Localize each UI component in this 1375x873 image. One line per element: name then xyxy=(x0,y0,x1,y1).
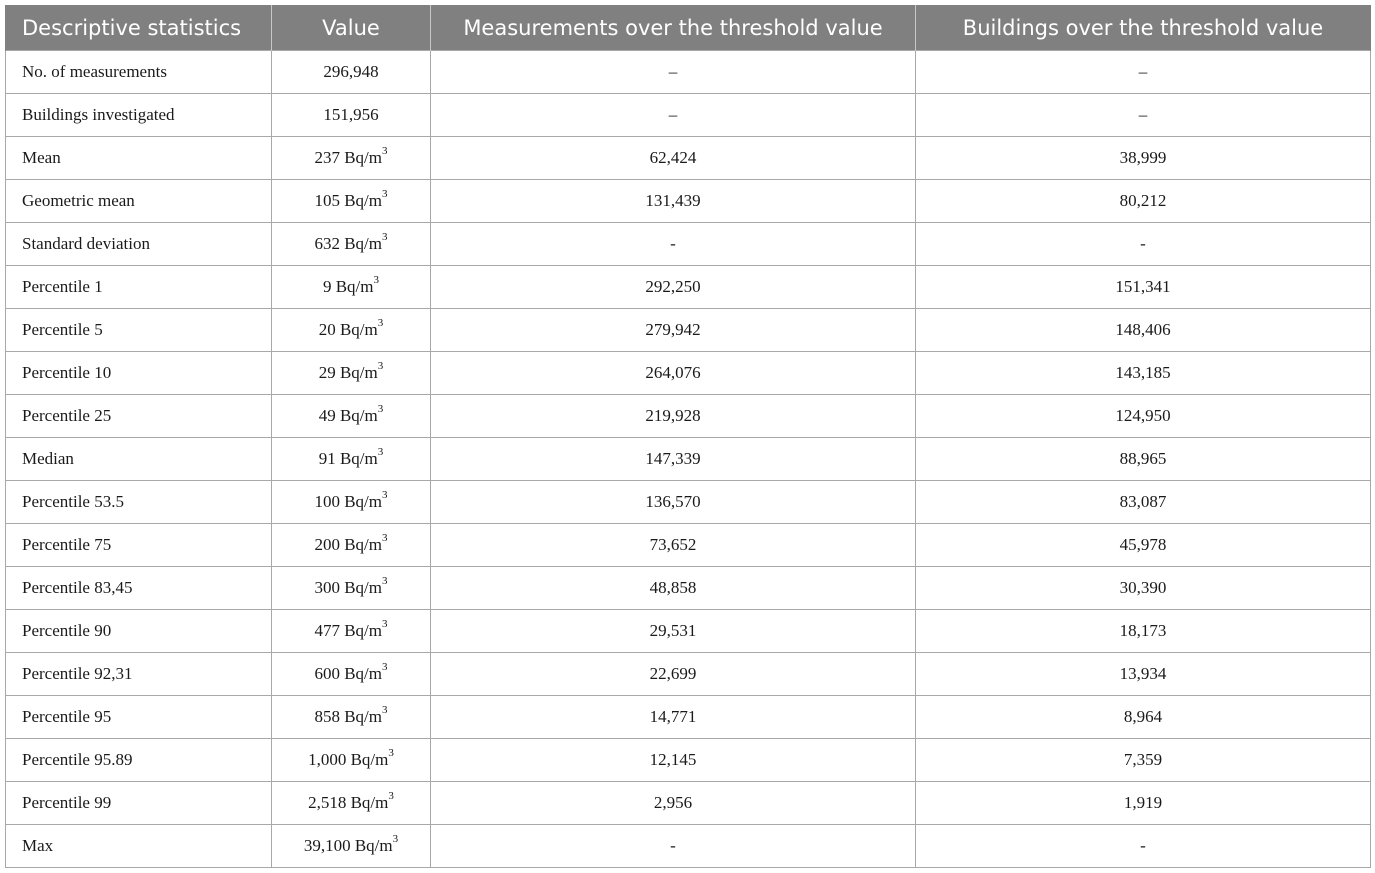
descriptive-statistics-table-container xyxy=(5,5,1370,868)
table-row xyxy=(6,223,1371,266)
value-number: 632 xyxy=(314,234,340,253)
table-row xyxy=(6,567,1371,610)
cell-value xyxy=(272,782,431,825)
table-body xyxy=(6,51,1371,868)
value-number: 49 xyxy=(318,406,336,425)
cell-buildings-over-threshold: 88,965 xyxy=(916,438,1371,481)
header-value: Value xyxy=(272,5,431,51)
table-row xyxy=(6,825,1371,868)
value-number: 20 xyxy=(318,320,336,339)
cell-value xyxy=(272,567,431,610)
cell-measurements-over-threshold: 279,942 xyxy=(431,309,916,352)
cell-buildings-over-threshold: 38,999 xyxy=(916,137,1371,180)
table-row xyxy=(6,610,1371,653)
value-number: 300 xyxy=(314,578,340,597)
value-unit-exponent: 3 xyxy=(377,317,384,330)
value-number: 29 xyxy=(318,363,336,382)
cell-measurements-over-threshold: 29,531 xyxy=(431,610,916,653)
table-row xyxy=(6,653,1371,696)
value-unit-exponent: 3 xyxy=(388,747,394,760)
cell-statistic: Percentile 99 xyxy=(6,782,272,825)
cell-statistic: Standard deviation xyxy=(6,223,272,266)
cell-statistic: Percentile 90 xyxy=(6,610,272,653)
value-unit-exponent: 3 xyxy=(382,704,388,717)
cell-value xyxy=(272,352,431,395)
cell-buildings-over-threshold: 83,087 xyxy=(916,481,1371,524)
value-number: 2,518 xyxy=(308,793,347,812)
value-unit: Bq/m xyxy=(339,406,378,425)
cell-measurements-over-threshold: 73,652 xyxy=(431,524,916,567)
cell-measurements-over-threshold: 292,250 xyxy=(431,266,916,309)
value-unit: Bq/m xyxy=(350,750,389,769)
value-unit: Bq/m xyxy=(344,492,383,511)
value-number: 477 xyxy=(314,621,340,640)
cell-measurements-over-threshold: 219,928 xyxy=(431,395,916,438)
cell-buildings-over-threshold: 148,406 xyxy=(916,309,1371,352)
cell-value xyxy=(272,395,431,438)
table-row xyxy=(6,137,1371,180)
value-number: 9 xyxy=(322,277,332,296)
value-unit-exponent: 3 xyxy=(377,360,384,373)
cell-value xyxy=(272,137,431,180)
cell-value xyxy=(272,653,431,696)
descriptive-statistics-table xyxy=(5,5,1371,868)
cell-statistic: Percentile 95 xyxy=(6,696,272,739)
header-buildings-over-threshold: Buildings over the threshold value xyxy=(916,5,1371,51)
cell-measurements-over-threshold: - xyxy=(431,223,916,266)
value-number: 237 xyxy=(314,148,340,167)
table-row xyxy=(6,739,1371,782)
cell-value xyxy=(272,825,431,868)
value-unit-exponent: 3 xyxy=(382,489,388,502)
cell-statistic: Percentile 95.89 xyxy=(6,739,272,782)
header-measurements-over-threshold: Measurements over the threshold value xyxy=(431,5,916,51)
cell-statistic: No. of measurements xyxy=(6,51,272,94)
value-unit: Bq/m xyxy=(344,578,383,597)
table-header-row xyxy=(6,5,1371,51)
cell-buildings-over-threshold: 13,934 xyxy=(916,653,1371,696)
value-number: 91 xyxy=(318,449,336,468)
cell-statistic: Percentile 75 xyxy=(6,524,272,567)
cell-value xyxy=(272,51,431,94)
cell-measurements-over-threshold: 62,424 xyxy=(431,137,916,180)
cell-measurements-over-threshold: – xyxy=(431,51,916,94)
table-row xyxy=(6,51,1371,94)
cell-measurements-over-threshold: - xyxy=(431,825,916,868)
value-unit-exponent: 3 xyxy=(373,274,380,287)
cell-value xyxy=(272,266,431,309)
table-row xyxy=(6,266,1371,309)
value-unit-exponent: 3 xyxy=(377,446,384,459)
value-number: 200 xyxy=(314,535,340,554)
cell-measurements-over-threshold: 48,858 xyxy=(431,567,916,610)
cell-buildings-over-threshold: - xyxy=(916,223,1371,266)
cell-buildings-over-threshold: – xyxy=(916,51,1371,94)
value-unit: Bq/m xyxy=(344,621,383,640)
value-unit-exponent: 3 xyxy=(382,231,388,244)
cell-statistic: Geometric mean xyxy=(6,180,272,223)
cell-buildings-over-threshold: 30,390 xyxy=(916,567,1371,610)
table-row xyxy=(6,395,1371,438)
value-number: 39,100 xyxy=(303,836,351,855)
cell-value xyxy=(272,696,431,739)
cell-buildings-over-threshold: 18,173 xyxy=(916,610,1371,653)
value-unit: Bq/m xyxy=(344,148,383,167)
cell-value xyxy=(272,481,431,524)
cell-buildings-over-threshold: - xyxy=(916,825,1371,868)
table-row xyxy=(6,524,1371,567)
table-row xyxy=(6,352,1371,395)
value-unit: Bq/m xyxy=(350,793,389,812)
table-row xyxy=(6,782,1371,825)
cell-buildings-over-threshold: 7,359 xyxy=(916,739,1371,782)
cell-buildings-over-threshold: 1,919 xyxy=(916,782,1371,825)
cell-buildings-over-threshold: 124,950 xyxy=(916,395,1371,438)
cell-statistic: Buildings investigated xyxy=(6,94,272,137)
cell-value xyxy=(272,94,431,137)
value-unit-exponent: 3 xyxy=(392,833,399,846)
value-unit-exponent: 3 xyxy=(382,618,388,631)
table-row xyxy=(6,438,1371,481)
cell-measurements-over-threshold: 14,771 xyxy=(431,696,916,739)
header-descriptive-statistics: Descriptive statistics xyxy=(6,5,272,51)
cell-buildings-over-threshold: 143,185 xyxy=(916,352,1371,395)
cell-measurements-over-threshold: 131,439 xyxy=(431,180,916,223)
cell-measurements-over-threshold: 22,699 xyxy=(431,653,916,696)
cell-value xyxy=(272,438,431,481)
cell-statistic: Percentile 1 xyxy=(6,266,272,309)
cell-measurements-over-threshold: – xyxy=(431,94,916,137)
cell-value xyxy=(272,739,431,782)
value-number: 858 xyxy=(314,707,340,726)
table-row xyxy=(6,696,1371,739)
cell-statistic: Percentile 5 xyxy=(6,309,272,352)
value-unit: Bq/m xyxy=(335,277,374,296)
cell-value xyxy=(272,309,431,352)
cell-value xyxy=(272,610,431,653)
value-unit: Bq/m xyxy=(339,449,378,468)
table-row xyxy=(6,94,1371,137)
table-row xyxy=(6,309,1371,352)
value-unit: Bq/m xyxy=(344,234,383,253)
cell-statistic: Percentile 83,45 xyxy=(6,567,272,610)
value-unit-exponent: 3 xyxy=(382,145,388,158)
cell-buildings-over-threshold: – xyxy=(916,94,1371,137)
cell-statistic: Max xyxy=(6,825,272,868)
value-unit: Bq/m xyxy=(344,664,383,683)
cell-value xyxy=(272,180,431,223)
cell-statistic: Percentile 53.5 xyxy=(6,481,272,524)
cell-measurements-over-threshold: 2,956 xyxy=(431,782,916,825)
value-number: 105 xyxy=(314,191,340,210)
cell-value xyxy=(272,223,431,266)
value-unit: Bq/m xyxy=(354,836,393,855)
value-unit: Bq/m xyxy=(339,363,378,382)
value-unit-exponent: 3 xyxy=(377,403,384,416)
table-row xyxy=(6,180,1371,223)
value-unit: Bq/m xyxy=(344,535,383,554)
cell-measurements-over-threshold: 264,076 xyxy=(431,352,916,395)
value-unit: Bq/m xyxy=(339,320,378,339)
value-unit-exponent: 3 xyxy=(382,188,388,201)
cell-buildings-over-threshold: 151,341 xyxy=(916,266,1371,309)
cell-measurements-over-threshold: 136,570 xyxy=(431,481,916,524)
value-unit-exponent: 3 xyxy=(382,575,388,588)
cell-measurements-over-threshold: 147,339 xyxy=(431,438,916,481)
cell-value xyxy=(272,524,431,567)
value-unit: Bq/m xyxy=(344,707,383,726)
value-number: 296,948 xyxy=(323,62,379,81)
table-row xyxy=(6,481,1371,524)
value-number: 600 xyxy=(314,664,340,683)
cell-statistic: Percentile 25 xyxy=(6,395,272,438)
value-number: 151,956 xyxy=(323,105,379,124)
cell-measurements-over-threshold: 12,145 xyxy=(431,739,916,782)
cell-statistic: Percentile 10 xyxy=(6,352,272,395)
cell-buildings-over-threshold: 8,964 xyxy=(916,696,1371,739)
value-unit: Bq/m xyxy=(344,191,383,210)
value-unit-exponent: 3 xyxy=(382,532,388,545)
value-unit-exponent: 3 xyxy=(382,661,388,674)
cell-buildings-over-threshold: 45,978 xyxy=(916,524,1371,567)
cell-statistic: Mean xyxy=(6,137,272,180)
value-number: 1,000 xyxy=(308,750,347,769)
value-unit-exponent: 3 xyxy=(388,790,394,803)
cell-statistic: Percentile 92,31 xyxy=(6,653,272,696)
cell-buildings-over-threshold: 80,212 xyxy=(916,180,1371,223)
cell-statistic: Median xyxy=(6,438,272,481)
value-number: 100 xyxy=(314,492,340,511)
